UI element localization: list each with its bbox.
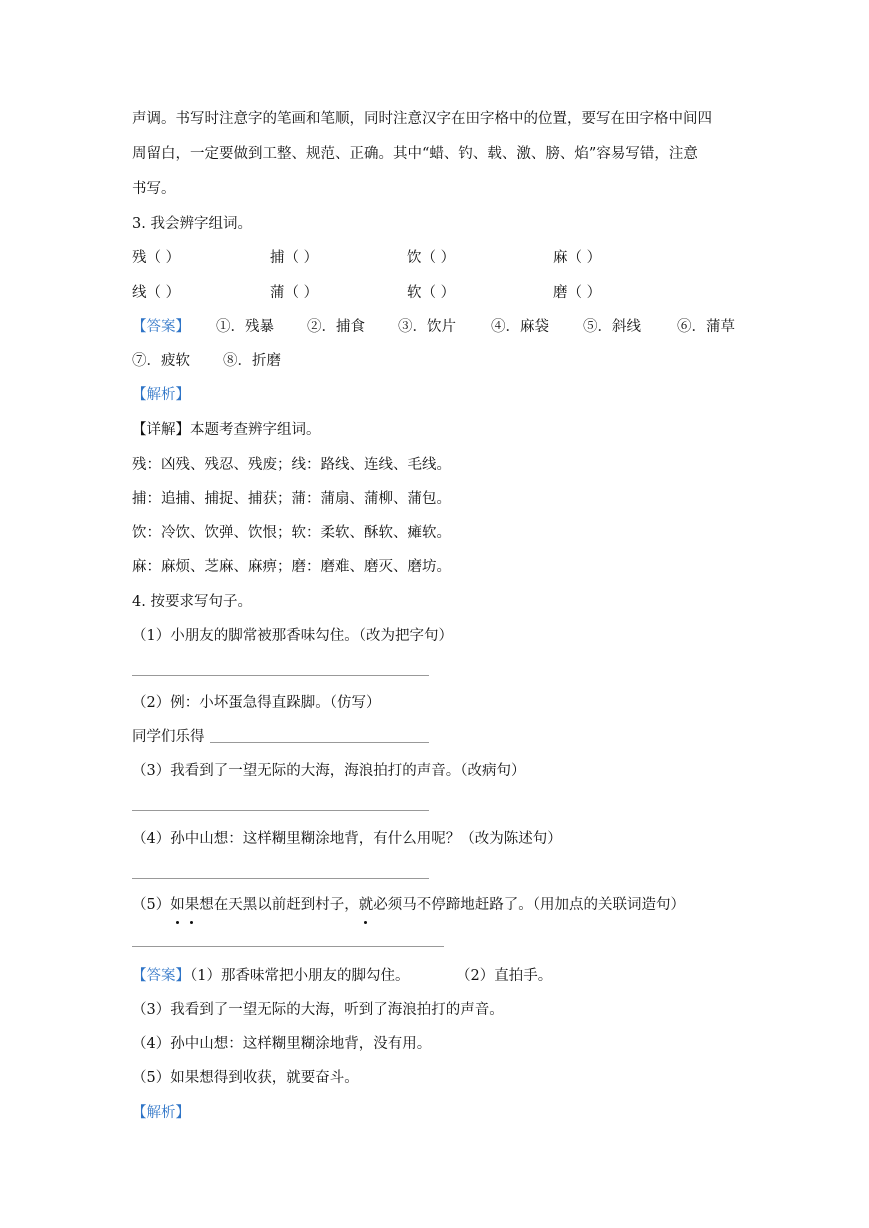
q3-answer-6: ⑥．蒲草 <box>677 319 735 335</box>
q3-blank-yin: 饮（ ） <box>407 250 456 266</box>
q4-answer-4: （4）孙中山想：这样糊里糊涂地背，没有用。 <box>132 1036 432 1052</box>
q4-answer-label: 【答案】 <box>132 968 190 984</box>
q3-explanation-2: 捕：追捕、捕捉、捕获；蒲：蒲扇、蒲柳、蒲包。 <box>132 491 451 507</box>
intro-line-1: 声调。书写时注意字的笔画和笔顺，同时注意汉字在田字格中的位置，要写在田字格中间四 <box>132 111 712 127</box>
q3-answer-4: ④．麻袋 <box>491 319 549 335</box>
q4-answer-line-4[interactable] <box>132 878 429 879</box>
q3-answer-7: ⑦．疲软 <box>132 353 190 369</box>
q3-explanation-1: 残：凶残、残忍、残废；线：路线、连线、毛线。 <box>132 457 451 473</box>
q4-item-2-prefix: 同学们乐得 <box>132 729 205 745</box>
q3-detail: 【详解】本题考查辨字组词。 <box>132 422 321 438</box>
q3-blank-bu: 捕（ ） <box>270 250 319 266</box>
q4-item-3: （3）我看到了一望无际的大海，海浪拍打的声音。（改病句） <box>132 763 526 779</box>
q3-blank-xian: 线（ ） <box>132 285 181 301</box>
emphasis-dot-ru: 如 <box>170 897 185 913</box>
q4-analysis-label: 【解析】 <box>132 1105 190 1121</box>
intro-line-2: 周留白，一定要做到工整、规范、正确。其中“蜡、钓、载、激、膀、焰”容易写错，注意 <box>132 146 698 162</box>
q4-item-5-number: （5） <box>132 897 171 913</box>
q3-answer-2: ②．捕食 <box>307 319 365 335</box>
q4-answer-5: （5）如果想得到收获，就要奋斗。 <box>132 1070 359 1086</box>
q3-explanation-4: 麻：麻烦、芝麻、麻痹；磨：磨难、磨灭、磨坊。 <box>132 559 451 575</box>
q4-answer-3: （3）我看到了一望无际的大海，听到了海浪拍打的声音。 <box>132 1002 504 1018</box>
q3-answer-3: ③．饮片 <box>398 319 456 335</box>
intro-line-3: 书写。 <box>132 181 176 197</box>
q4-answer-row <box>132 966 409 986</box>
q4-item-4: （4）孙中山想：这样糊里糊涂地背，有什么用呢？（改为陈述句） <box>132 831 562 847</box>
q3-blank-ma: 麻（ ） <box>553 250 602 266</box>
emphasis-dot-jiu: 就 <box>358 897 374 913</box>
emphasis-dot-guo: 果 <box>184 897 200 913</box>
q4-answer-2: （2）直拍手。 <box>456 968 553 984</box>
q4-item-1: （1）小朋友的脚常被那香味勾住。（改为把字句） <box>132 628 453 644</box>
q3-explanation-3: 饮：冷饮、饮弹、饮恨；软：柔软、酥软、瘫软。 <box>132 525 451 541</box>
q3-blank-ruan: 软（ ） <box>407 285 456 301</box>
q3-blank-mo: 磨（ ） <box>553 285 602 301</box>
q4-item-5-text-b: 必须马不停蹄地赶路了。（用加点的关联词造句） <box>373 897 685 913</box>
q3-blank-can: 残（ ） <box>132 250 181 266</box>
q3-answer-5: ⑤．斜线 <box>583 319 641 335</box>
q3-answer-1: ①．残暴 <box>216 319 274 335</box>
q4-item-5 <box>132 895 685 915</box>
q3-blank-pu: 蒲（ ） <box>270 285 319 301</box>
q4-item-5-text-a: 想在天黑以前赶到村子， <box>199 897 359 913</box>
question-3-title: 3. 我会辨字组词。 <box>132 216 252 232</box>
q3-answer-label: 【答案】 <box>132 319 190 335</box>
q4-item-2: （2）例：小坏蛋急得直跺脚。（仿写） <box>132 695 381 711</box>
q4-answer-line-3[interactable] <box>132 810 429 811</box>
q4-answer-line-1[interactable] <box>132 675 429 676</box>
q4-answer-line-2[interactable] <box>210 742 429 743</box>
question-4-title: 4. 按要求写句子。 <box>132 594 252 610</box>
q4-answer-line-5[interactable] <box>132 946 444 947</box>
q3-answer-8: ⑧．折磨 <box>223 353 281 369</box>
q4-answer-1: （1）那香味常把小朋友的脚勾住。 <box>190 968 410 984</box>
q3-analysis-label: 【解析】 <box>132 387 190 403</box>
